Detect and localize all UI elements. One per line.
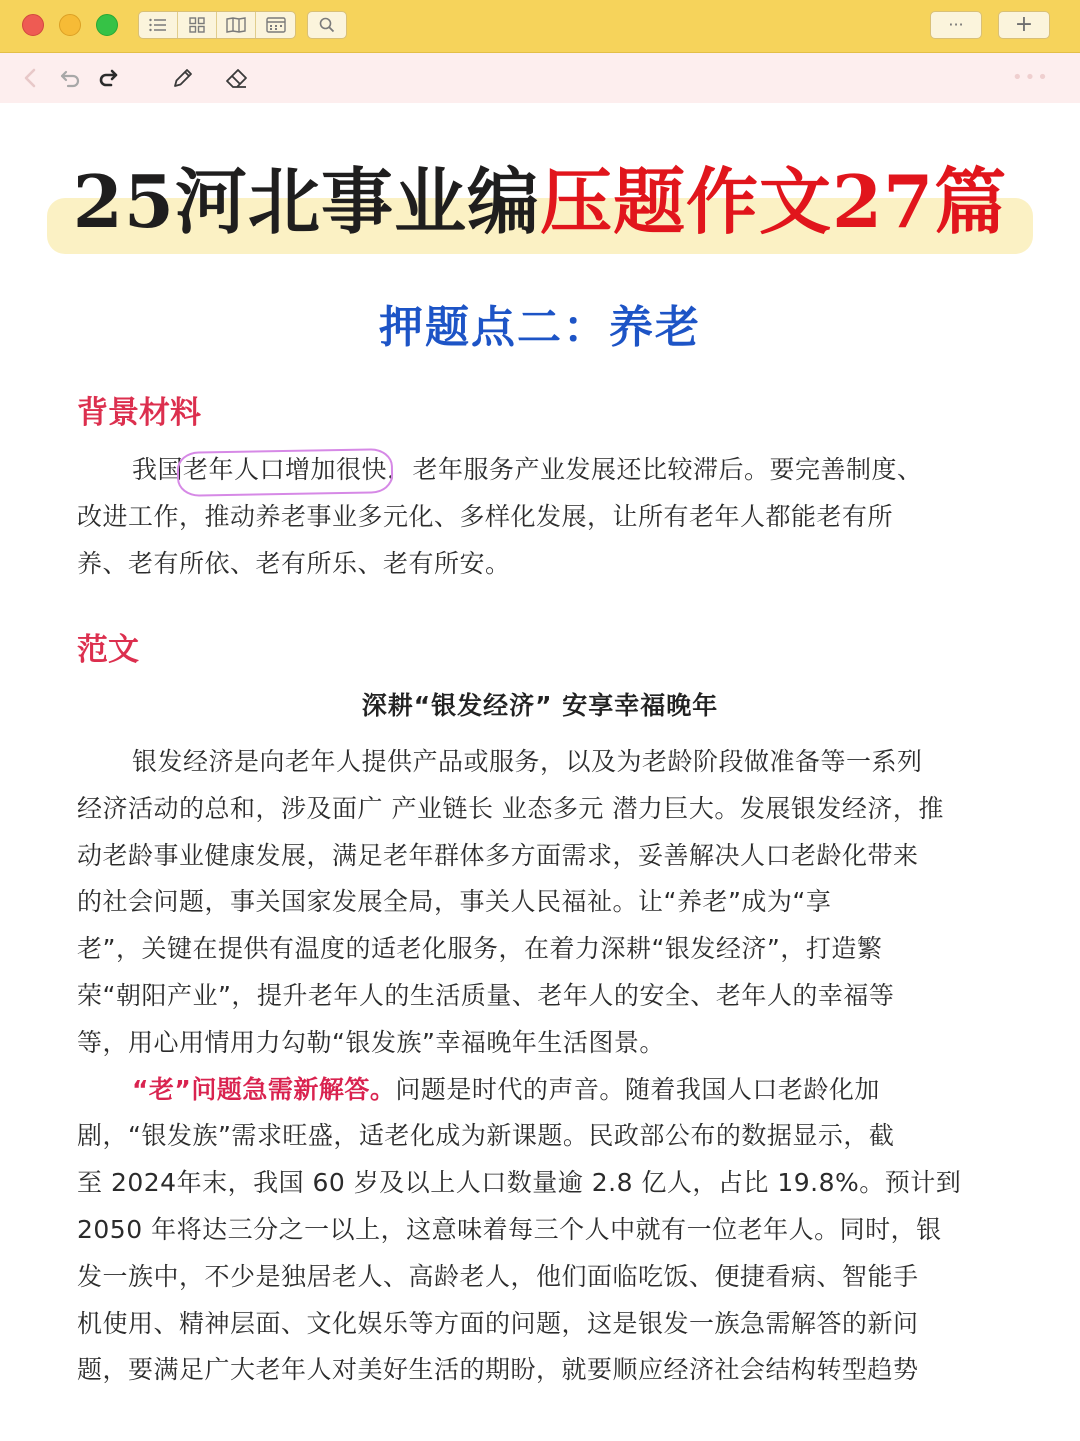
essay-line: 2050 年将达三分之一以上，这意味着每三个人中就有一位老年人。同时，银 — [77, 1214, 942, 1244]
list-view-button[interactable] — [139, 12, 178, 38]
essay-line: 剧，“银发族”需求旺盛，适老化成为新课题。民政部公布的数据显示，截 — [77, 1121, 895, 1151]
title-dark-part: 25河北事业编 — [72, 159, 540, 244]
more-dots-icon: ••• — [1012, 67, 1050, 88]
minimize-window-button[interactable] — [59, 14, 81, 36]
pencil-tool-button[interactable] — [170, 65, 196, 91]
essay-line — [77, 1067, 1007, 1114]
more-button[interactable] — [930, 11, 982, 39]
view-mode-segmented-control — [138, 11, 296, 39]
essay-paragraph-1 — [77, 739, 1007, 1394]
plus-icon: + — [1014, 12, 1034, 37]
eraser-tool-button[interactable] — [224, 65, 250, 91]
essay-line: 发一族中，不少是独居老人、高龄老人，他们面临吃饭、便捷看病、智能手 — [77, 1261, 919, 1291]
book-view-button[interactable] — [217, 12, 256, 38]
edit-more-button[interactable] — [1012, 67, 1050, 88]
essay-line: 的社会问题，事关国家发展全局，事关人民福祉。让“养老”成为“享 — [77, 887, 832, 917]
grid-view-button[interactable] — [178, 12, 217, 38]
topic-subtitle: 押题点二：养老 — [379, 302, 701, 353]
essay-line: 题，要满足广大老年人对美好生活的期盼，就要顺应经济社会结构转型趋势 — [77, 1355, 919, 1385]
text-segment: 问题是时代的声音。随着我国人口老龄化加 — [395, 1074, 880, 1104]
essay-line: 荣“朝阳产业”，提升老年人的生活质量、老年人的安全、老年人的幸福等 — [77, 980, 895, 1010]
close-window-button[interactable] — [22, 14, 44, 36]
essay-line: 动老龄事业健康发展，满足老年群体多方面需求，妥善解决人口老龄化带来 — [77, 840, 919, 870]
section-highlight: “老”问题急需新解答。 — [132, 1074, 396, 1104]
list-icon — [149, 18, 167, 32]
back-button[interactable] — [17, 65, 43, 91]
essay-line: 机使用、精神层面、文化娱乐等方面的问题，这是银发一族急需解答的新问 — [77, 1308, 919, 1338]
search-button[interactable] — [307, 11, 347, 39]
more-icon: ··· — [948, 15, 964, 34]
document-title — [0, 158, 1080, 246]
calendar-icon — [266, 17, 286, 33]
background-line: 改进工作，推动养老事业多元化、多样化发展，让所有老年人都能老有所 — [77, 501, 894, 531]
edit-toolbar — [0, 53, 1080, 103]
essay-title: 深耕“银发经济” 安享幸福晚年 — [361, 691, 719, 720]
essay-line: 等，用心用情用力勾勒“银发族”幸福晚年生活图景。 — [77, 1027, 665, 1057]
background-paragraph — [77, 447, 1007, 587]
circled-annotation: 老年人口增加很快 — [183, 447, 387, 494]
zoom-window-button[interactable] — [96, 14, 118, 36]
background-line — [77, 447, 1007, 494]
pencil-icon — [171, 66, 195, 90]
book-icon — [226, 17, 246, 33]
undo-button[interactable] — [57, 65, 83, 91]
essay-line: 经济活动的总和，涉及面广 产业链长 业态多元 潜力巨大。发展银发经济，推 — [77, 793, 944, 823]
text-segment: ，老年服务产业发展还比较滞后。要完善制度、 — [387, 455, 923, 484]
undo-icon — [59, 68, 81, 88]
calendar-view-button[interactable] — [256, 12, 295, 38]
essay-line: 银发经济是向老年人提供产品或服务，以及为老龄阶段做准备等一系列 — [132, 747, 923, 776]
text-segment: 我国 — [132, 455, 184, 484]
grid-icon — [189, 17, 205, 33]
redo-icon — [97, 68, 119, 88]
add-button[interactable] — [998, 11, 1050, 39]
eraser-icon — [224, 66, 250, 90]
essay-line: 老”，关键在提供有温度的适老化服务，在着力深耕“银发经济”，打造繁 — [77, 934, 883, 964]
redo-button[interactable] — [95, 65, 121, 91]
back-icon — [23, 68, 37, 88]
window-toolbar — [0, 0, 1080, 53]
essay-line: 至 2024年末，我国 60 岁及以上人口数量逾 2.8 亿人，占比 19.8%。预计到 — [77, 1168, 962, 1198]
essay-heading: 范文 — [77, 632, 139, 668]
search-icon — [319, 17, 335, 33]
document-title-block — [0, 158, 1080, 258]
title-red-part: 压题作文27篇 — [540, 159, 1008, 244]
background-heading: 背景材料 — [77, 395, 201, 431]
background-line: 养、老有所依、老有所乐、老有所安。 — [77, 548, 511, 578]
